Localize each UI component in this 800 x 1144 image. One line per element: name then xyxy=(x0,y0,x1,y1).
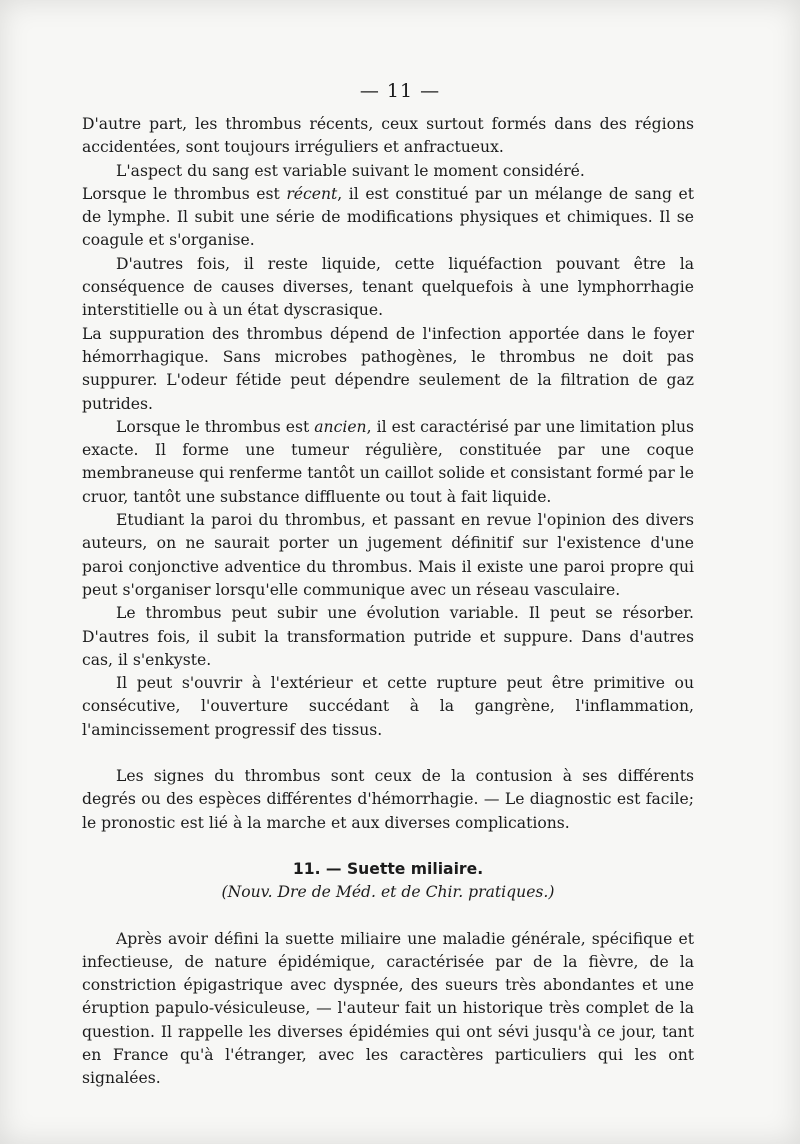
section-source: (Nouv. Dre de Méd. et de Chir. pratiques.) xyxy=(221,883,555,902)
paragraph-6-text-a: Lorsque le thrombus est xyxy=(116,417,315,436)
paragraph-7-text: Etudiant la paroi du thrombus, et passant en revue l'opinion des divers auteurs, on ne saurait porter un jugement définitif sur l'existence d'une paroi conjonctive adventice du thrombus. Mais il existe une paroi propre qui peut s'organiser lorsqu'elle communique avec un réseau vasculaire. xyxy=(82,511,694,599)
paragraph-5-text: La suppuration des thrombus dépend de l'infection apportée dans le foyer hémorrhagique. Sans microbes pathogènes, le thrombus ne doit pas suppurer. L'odeur fétide peut dépendre seulement de la filtration de gaz putrides. xyxy=(82,324,694,413)
section-title: 11. — Suette miliaire. xyxy=(292,859,484,878)
paragraph-6-text-b: , il est caractérisé par une limitation plus exacte. Il forme une tumeur régulière, constituée par une coque membraneuse qui renferme tantôt un caillot solide et consistant formé par le cruor, tantôt une substance diffluente ou tout à fait liquide. xyxy=(82,417,694,506)
paragraph-7 xyxy=(82,509,694,602)
paragraph-10 xyxy=(82,765,694,835)
paragraph-8-text: Le thrombus peut subir une évolution variable. Il peut se résorber. D'autres fois, il subit la transformation putride et suppure. Dans d'autres cas, il s'enkyste. xyxy=(82,604,694,669)
paragraph-3-text-b: , il est constitué par un mélange de sang et de lymphe. Il subit une série de modifications physiques et chimiques. Il se coagule et s'organise. xyxy=(82,184,694,250)
paragraph-1-text: D'autre part, les thrombus récents, ceux surtout formés dans des régions accidentées, sont toujours irréguliers et anfractueux. xyxy=(82,115,694,157)
page-body xyxy=(82,113,694,1091)
paragraph-6 xyxy=(82,416,694,509)
paragraph-2 xyxy=(82,160,694,183)
paragraph-1 xyxy=(82,113,694,160)
paragraph-9-text: Il peut s'ouvrir à l'extérieur et cette rupture peut être primitive ou consécutive, l'ouverture succédant à la gangrène, l'inflammation, l'amincissement progressif des tissus. xyxy=(82,674,694,739)
paragraph-3 xyxy=(82,183,694,253)
page-number: — 11 — xyxy=(359,80,441,102)
paragraph-4 xyxy=(82,253,694,323)
closing-paragraph-text: Après avoir défini la suette miliaire une maladie générale, spécifique et infectieuse, de nature épidémique, caractérisée par de la fièvre, de la constriction épigastrique avec dyspnée, des sueurs très abondantes et une éruption papulo-vésiculeuse, — l'auteur fait un historique très complet de la question. Il rappelle les diverses épidémies qui ont sévi jusqu'à ce jour, tant en France qu'à l'étranger, avec les caractères particuliers qui les ont signalées. xyxy=(82,929,694,1088)
paragraph-2-text: L'aspect du sang est variable suivant le moment considéré. xyxy=(116,161,585,180)
closing-paragraph xyxy=(82,928,694,1091)
paragraph-3-text-a: Lorsque le thrombus est xyxy=(82,184,287,203)
paragraph-6-emphasis: ancien xyxy=(314,417,367,436)
paragraph-9 xyxy=(82,672,694,742)
paragraph-5 xyxy=(82,323,694,416)
paragraph-10-text: Les signes du thrombus sont ceux de la contusion à ses différents degrés ou des espèces différentes d'hémorrhagie. — Le diagnostic est facile; le pronostic est lié à la marche et aux diverses complications. xyxy=(82,767,694,832)
paragraph-3-emphasis: récent xyxy=(286,184,338,203)
paragraph-4-text: D'autres fois, il reste liquide, cette liquéfaction pouvant être la conséquence de causes diverses, tenant quelquefois à une lymphorrhagie interstitielle ou à un état dyscrasique. xyxy=(82,254,694,320)
paragraph-8 xyxy=(82,602,694,672)
